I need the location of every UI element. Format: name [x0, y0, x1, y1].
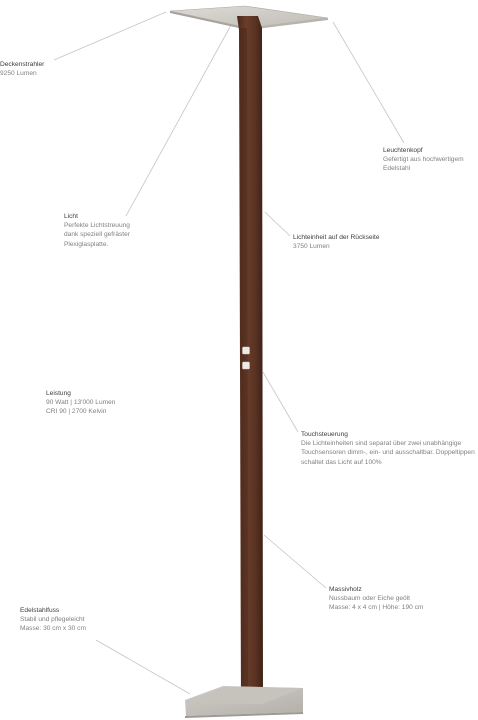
annotation-text: dank speziell gefräster	[64, 231, 130, 239]
annotation-text: schaltet das Licht auf 100%	[301, 458, 382, 466]
annotation-leuchtenkopf	[383, 146, 464, 174]
annotation-touchsteuerung	[301, 430, 475, 467]
annotation-text: Gefertigt aus hochwertigem	[383, 156, 464, 164]
annotation-text: Touchsensoren dimm-, ein- und ausschaltbar. Doppeltippen	[301, 449, 475, 457]
annotation-text: 3750 Lumen	[293, 243, 330, 251]
annotation-leistung	[46, 389, 115, 417]
annotation-licht	[64, 212, 130, 249]
annotation-text: Stabil und pflegeleicht	[20, 616, 85, 624]
annotation-title: Deckenstrahler	[0, 61, 45, 68]
annotation-title: Touchsteuerung	[301, 431, 348, 438]
annotation-text: Masse: 30 cm x 30 cm	[20, 625, 86, 633]
leader-line-leuchtenkopf	[333, 22, 404, 143]
touch-sensor-lower	[243, 362, 250, 369]
leader-line-lichteinheit	[265, 212, 290, 236]
annotation-text: Nussbaum oder Eiche geölt	[329, 595, 411, 603]
annotation-title: Leuchtenkopf	[383, 147, 423, 154]
annotation-text: Plexiglasplatte.	[64, 240, 109, 248]
annotation-title: Licht	[64, 213, 78, 220]
touch-sensor-upper	[243, 347, 250, 354]
leader-line-massivholz	[264, 535, 326, 588]
annotation-text: 9250 Lumen	[0, 70, 37, 78]
annotation-title: Massivholz	[329, 586, 362, 593]
annotation-title: Leistung	[46, 390, 71, 397]
annotation-title: Lichteinheit auf der Rückseite	[293, 234, 380, 241]
annotation-text: Perfekte Lichtstreuung	[64, 222, 130, 230]
annotation-text: CRI 90 | 2700 Kelvin	[46, 408, 107, 416]
annotation-text: Die Lichteinheiten sind separat über zwei unabhängige	[301, 440, 462, 448]
annotation-deckenstrahler	[0, 60, 44, 78]
leader-line-edelstahlfuss	[96, 640, 190, 694]
annotation-lichteinheit	[293, 233, 380, 251]
leader-line-licht	[126, 16, 236, 216]
annotation-title: Edelstahlfuss	[20, 607, 60, 614]
annotation-edelstahlfuss	[20, 606, 86, 634]
annotation-text: Masse: 4 x 4 cm | Höhe: 190 cm	[329, 604, 424, 612]
leader-line-touchsteuerung	[263, 372, 298, 432]
annotation-text: Edelstahl	[383, 165, 411, 173]
annotation-massivholz	[329, 585, 423, 613]
leader-line-deckenstrahler	[54, 12, 166, 60]
annotation-text: 90 Watt | 13'000 Lumen	[46, 399, 116, 407]
